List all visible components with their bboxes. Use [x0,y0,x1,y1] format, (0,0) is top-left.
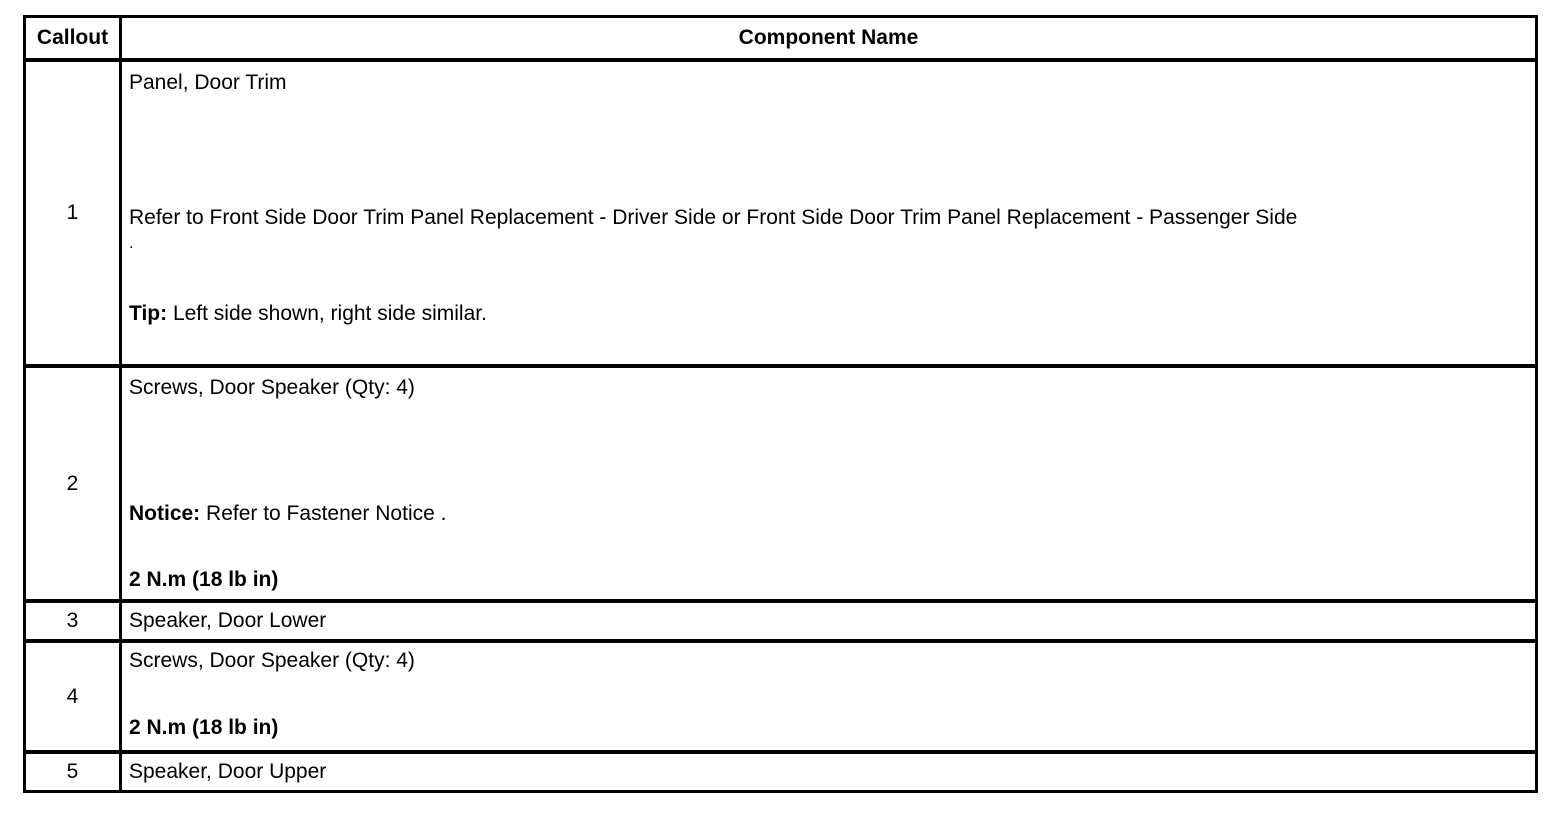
component-name: Screws, Door Speaker (Qty: 4) [129,649,415,672]
callout-column-header: Callout [26,18,122,58]
callout-number: 5 [26,754,122,790]
table-row [26,368,1535,603]
torque-spec: 2 N.m (18 lb in) [129,568,279,591]
tip-text: Left side shown, right side similar. [167,302,487,325]
torque-spec: 2 N.m (18 lb in) [129,716,279,739]
component-table [23,15,1538,793]
callout-number: 4 [26,643,122,750]
reference-text: Refer to Front Side Door Trim Panel Replacement - Driver Side or Front Side Door Trim Panel Replacement - Passenger Side [129,206,1298,229]
notice-label: Notice: [129,502,201,525]
component-cell [122,603,1535,639]
tip-line [129,302,487,326]
table-header-row [26,18,1535,62]
component-name: Panel, Door Trim [129,71,287,94]
notice-line [129,502,446,526]
table-row [26,62,1535,368]
tip-label: Tip: [129,302,168,325]
component-cell [122,62,1535,364]
table-row [26,754,1535,790]
callout-number: 3 [26,603,122,639]
component-name: Speaker, Door Lower [129,609,327,632]
component-cell [122,643,1535,750]
table-row [26,643,1535,754]
component-cell [122,754,1535,790]
callout-number: 2 [26,368,122,599]
component-name-column-header: Component Name [738,26,919,49]
callout-number: 1 [26,62,122,364]
component-name: Screws, Door Speaker (Qty: 4) [129,376,415,399]
component-name: Speaker, Door Upper [129,760,327,783]
component-cell [122,368,1535,599]
table-row [26,603,1535,643]
reference-trailing-period: . [129,235,134,252]
notice-text: Refer to Fastener Notice . [200,502,447,525]
